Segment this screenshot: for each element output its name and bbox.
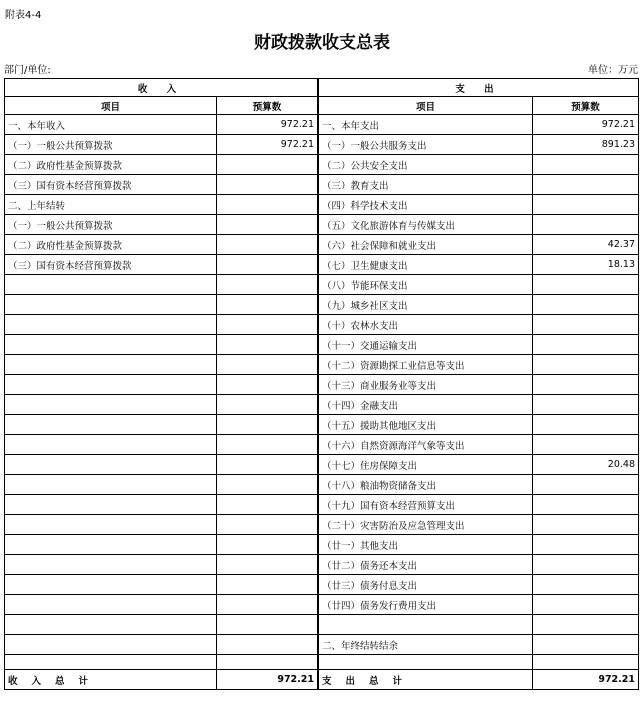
- table-row: [5, 375, 639, 395]
- income-value-cell: [217, 315, 318, 335]
- expense-item-cell: （九）城乡社区支出: [319, 295, 533, 315]
- income-value-cell: [217, 255, 318, 275]
- income-item-cell: [5, 615, 217, 635]
- income-value-cell: [217, 335, 318, 355]
- dept-label: 部门/单位:: [4, 65, 51, 76]
- expense-value-cell: [533, 415, 639, 435]
- table-row: [5, 115, 639, 135]
- income-item-cell: （二）政府性基金预算拨款: [5, 235, 217, 255]
- expense-header: 支 出: [319, 79, 639, 97]
- expense-value-cell: [533, 355, 639, 375]
- income-item-cell: [5, 295, 217, 315]
- income-value-cell: [217, 535, 318, 555]
- expense-item-header: 项目: [319, 97, 533, 115]
- income-value-cell: [217, 275, 318, 295]
- expense-item-cell: （廿二）债务还本支出: [319, 555, 533, 575]
- expense-item-cell: （十九）国有资本经营预算支出: [319, 495, 533, 515]
- expense-value-cell: [533, 435, 639, 455]
- income-item-cell: [5, 595, 217, 615]
- table-row: [5, 635, 639, 655]
- expense-item-cell: （四）科学技术支出: [319, 195, 533, 215]
- expense-item-cell: （十五）援助其他地区支出: [319, 415, 533, 435]
- income-value-cell: [217, 495, 318, 515]
- expense-value-cell: 891.23: [533, 135, 639, 155]
- table-row: [5, 495, 639, 515]
- income-item-cell: [5, 455, 217, 475]
- income-value-cell: [217, 355, 318, 375]
- expense-total-label: 支出总计: [319, 670, 533, 690]
- expense-value-cell: [533, 395, 639, 415]
- table-row: [5, 235, 639, 255]
- income-value-cell: [217, 435, 318, 455]
- income-value-cell: [217, 615, 318, 635]
- income-item-cell: [5, 335, 217, 355]
- income-item-cell: [5, 315, 217, 335]
- table-row: [5, 555, 639, 575]
- income-header: 收 入: [5, 79, 318, 97]
- income-value-cell: [217, 635, 318, 655]
- expense-value-cell: 18.13: [533, 255, 639, 275]
- table-row: [5, 435, 639, 455]
- page-title: 财政拨款收支总表: [254, 33, 390, 53]
- table-code: 附表4-4: [5, 10, 42, 21]
- expense-item-cell: （十四）金融支出: [319, 395, 533, 415]
- expense-value-cell: [533, 495, 639, 515]
- expense-item-cell: （十）农林水支出: [319, 315, 533, 335]
- table-row: [5, 255, 639, 275]
- table-row: [5, 195, 639, 215]
- expense-item-cell: （廿四）债务发行费用支出: [319, 595, 533, 615]
- expense-value-cell: [533, 375, 639, 395]
- unit-label: 单位：万元: [588, 65, 638, 76]
- income-item-cell: [5, 535, 217, 555]
- expense-item-cell: （十三）商业服务业等支出: [319, 375, 533, 395]
- income-value-cell: [217, 555, 318, 575]
- income-value-cell: [217, 415, 318, 435]
- expense-value-cell: 972.21: [533, 115, 639, 135]
- expense-item-cell: （十六）自然资源海洋气象等支出: [319, 435, 533, 455]
- expense-value-cell: [533, 515, 639, 535]
- expense-value-cell: [533, 295, 639, 315]
- table-row: [5, 355, 639, 375]
- table-row: [5, 395, 639, 415]
- income-item-cell: 一、本年收入: [5, 115, 217, 135]
- expense-value-cell: [533, 175, 639, 195]
- table-row: [5, 515, 639, 535]
- expense-value-cell: [533, 555, 639, 575]
- expense-item-cell: （二）公共安全支出: [319, 155, 533, 175]
- income-value-cell: [217, 215, 318, 235]
- expense-item-cell: （七）卫生健康支出: [319, 255, 533, 275]
- income-item-cell: [5, 555, 217, 575]
- income-item-cell: [5, 515, 217, 535]
- expense-value-cell: [533, 535, 639, 555]
- table-row: [5, 315, 639, 335]
- income-value-cell: 972.21: [217, 115, 318, 135]
- income-item-cell: [5, 355, 217, 375]
- income-item-cell: [5, 375, 217, 395]
- expense-item-cell: （五）文化旅游体育与传媒支出: [319, 215, 533, 235]
- income-value-cell: [217, 295, 318, 315]
- expense-item-cell: （二十）灾害防治及应急管理支出: [319, 515, 533, 535]
- income-value-cell: [217, 575, 318, 595]
- expense-item-cell: 一、本年支出: [319, 115, 533, 135]
- income-value-cell: [217, 375, 318, 395]
- income-item-cell: （一）一般公共预算拨款: [5, 215, 217, 235]
- expense-value-cell: [533, 335, 639, 355]
- expense-value-cell: [533, 155, 639, 175]
- total-row: [5, 670, 639, 690]
- table-row: [5, 475, 639, 495]
- expense-item-cell: （六）社会保障和就业支出: [319, 235, 533, 255]
- income-item-cell: [5, 275, 217, 295]
- income-value-cell: [217, 155, 318, 175]
- expense-item-cell: （廿三）债务付息支出: [319, 575, 533, 595]
- income-value-cell: [217, 515, 318, 535]
- expense-item-cell: （十八）粮油物资储备支出: [319, 475, 533, 495]
- expense-item-cell: [319, 615, 533, 635]
- expense-item-cell: （十二）资源勘探工业信息等支出: [319, 355, 533, 375]
- expense-item-cell: （一）一般公共服务支出: [319, 135, 533, 155]
- income-value-cell: [217, 195, 318, 215]
- income-item-cell: （二）政府性基金预算拨款: [5, 155, 217, 175]
- table-row: [5, 415, 639, 435]
- income-item-cell: [5, 415, 217, 435]
- budget-table: [4, 78, 639, 690]
- expense-item-cell: （八）节能环保支出: [319, 275, 533, 295]
- table-row: [5, 295, 639, 315]
- expense-total-value: 972.21: [533, 670, 639, 690]
- table-row: [5, 455, 639, 475]
- income-total-value: 972.21: [217, 670, 318, 690]
- table-row: [5, 155, 639, 175]
- expense-budget-header: 预算数: [533, 97, 639, 115]
- expense-value-cell: [533, 315, 639, 335]
- expense-value-cell: [533, 615, 639, 635]
- table-row: [5, 575, 639, 595]
- table-row: [5, 535, 639, 555]
- income-item-cell: （三）国有资本经营预算拨款: [5, 175, 217, 195]
- income-item-cell: [5, 435, 217, 455]
- income-value-cell: [217, 595, 318, 615]
- expense-item-cell: （十一）交通运输支出: [319, 335, 533, 355]
- expense-value-cell: [533, 475, 639, 495]
- expense-value-cell: [533, 195, 639, 215]
- table-row: [5, 595, 639, 615]
- expense-item-cell: （十七）住房保障支出: [319, 455, 533, 475]
- expense-value-cell: [533, 635, 639, 655]
- expense-item-cell: 二、年终结转结余: [319, 635, 533, 655]
- income-budget-header: 预算数: [217, 97, 318, 115]
- income-item-cell: （三）国有资本经营预算拨款: [5, 255, 217, 275]
- income-value-cell: [217, 395, 318, 415]
- table-row: [5, 615, 639, 635]
- income-item-cell: [5, 575, 217, 595]
- income-item-cell: 二、上年结转: [5, 195, 217, 215]
- income-item-cell: （一）一般公共预算拨款: [5, 135, 217, 155]
- expense-value-cell: [533, 215, 639, 235]
- income-value-cell: [217, 455, 318, 475]
- income-value-cell: [217, 175, 318, 195]
- expense-value-cell: [533, 575, 639, 595]
- expense-value-cell: [533, 275, 639, 295]
- income-item-header: 项目: [5, 97, 217, 115]
- expense-value-cell: 42.37: [533, 235, 639, 255]
- table-row: [5, 135, 639, 155]
- table-row: [5, 335, 639, 355]
- expense-value-cell: [533, 595, 639, 615]
- income-item-cell: [5, 495, 217, 515]
- income-value-cell: 972.21: [217, 135, 318, 155]
- income-value-cell: [217, 475, 318, 495]
- income-total-label: 收入总计: [5, 670, 217, 690]
- income-item-cell: [5, 395, 217, 415]
- income-item-cell: [5, 475, 217, 495]
- income-value-cell: [217, 235, 318, 255]
- expense-item-cell: （三）教育支出: [319, 175, 533, 195]
- table-row: [5, 275, 639, 295]
- expense-value-cell: 20.48: [533, 455, 639, 475]
- income-item-cell: [5, 635, 217, 655]
- table-row: [5, 175, 639, 195]
- expense-item-cell: （廿一）其他支出: [319, 535, 533, 555]
- table-row: [5, 215, 639, 235]
